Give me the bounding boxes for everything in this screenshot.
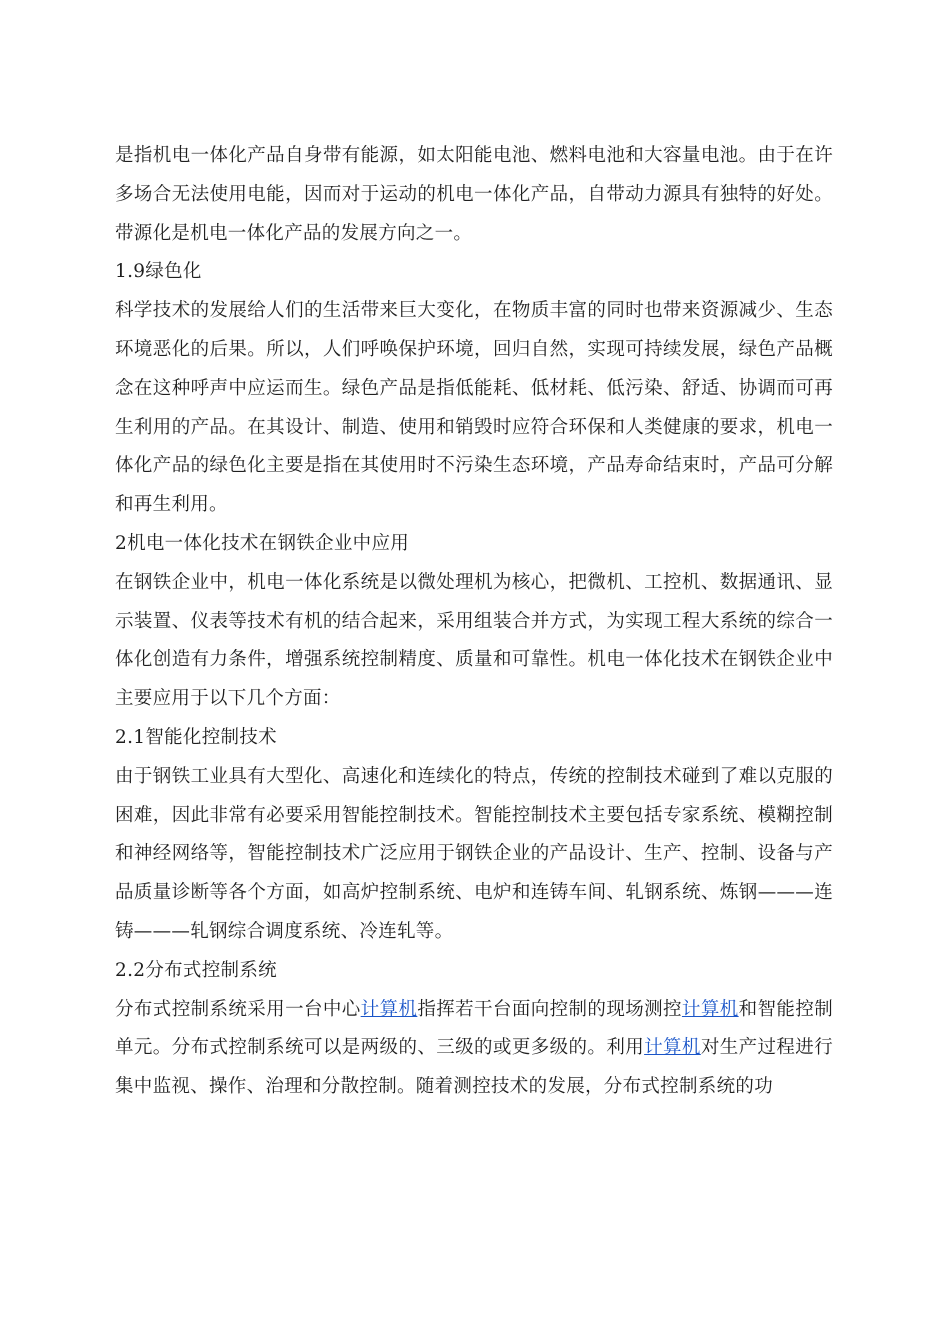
heading-1-9-green: 1.9绿色化 — [115, 261, 202, 283]
computer-link[interactable]: 计算机 — [681, 998, 739, 1020]
heading-2-1-intelligent-control: 2.1智能化控制技术 — [115, 726, 277, 748]
computer-link[interactable]: 计算机 — [644, 1037, 701, 1059]
heading-2-2-distributed-control: 2.2分布式控制系统 — [115, 959, 277, 981]
computer-link[interactable]: 计算机 — [360, 998, 418, 1020]
text-span: 指挥若干台面向控制的现场测控 — [417, 998, 682, 1020]
paragraph-green-products: 科学技术的发展给人们的生活带来巨大变化，在物质丰富的同时也带来资源减少、生态环境恶化的后果。所以，人们呼唤保护环境，回归自然，实现可持续发展，绿色产品概念在这种呼声中应运而生。绿色产品是指低能耗、低材耗、低污染、舒适、协调而可再生利用的产品。在其设计、制造、使用和销毁时应符合环保和人类健康的要求，机电一体化产品的绿色化主要是指在其使用时不污染生态环境，产品寿命结束时，产品可分解和再生利用。 — [115, 300, 833, 516]
paragraph-steel-intro: 在钢铁企业中，机电一体化系统是以微处理机为核心，把微机、工控机、数据通讯、显示装置、仪表等技术有机的结合起来，采用组装合并方式，为实现工程大系统的综合一体化创造有力条件，增强系统控制精度、质量和可靠性。机电一体化技术在钢铁企业中主要应用于以下几个方面： — [115, 571, 833, 710]
document-page — [115, 137, 833, 1107]
text-span: 分布式控制系统采用一台中心 — [115, 998, 361, 1020]
text-span: 和智能控制单元。分布式控制系统可以是两级的、三级的或更多级的。利用 — [115, 998, 834, 1059]
paragraph-distributed-control — [115, 991, 833, 1107]
text-span: 对生产过程进行集中监视、操作、治理和分散控制。随着测控技术的发展，分布式控制系统的功 — [115, 1037, 834, 1098]
heading-2-steel-application: 2机电一体化技术在钢铁企业中应用 — [115, 532, 410, 554]
paragraph-intelligent-control: 由于钢铁工业具有大型化、高速化和连续化的特点，传统的控制技术碰到了难以克服的困难，因此非常有必要采用智能控制技术。智能控制技术主要包括专家系统、模糊控制和神经网络等，智能控制技术广泛应用于钢铁企业的产品设计、生产、控制、设备与产品质量诊断等各个方面，如高炉控制系统、电炉和连铸车间、轧钢系统、炼钢———连铸———轧钢综合调度系统、冷连轧等。 — [115, 765, 833, 942]
paragraph-self-powered: 是指机电一体化产品自身带有能源，如太阳能电池、燃料电池和大容量电池。由于在许多场合无法使用电能，因而对于运动的机电一体化产品，自带动力源具有独特的好处。带源化是机电一体化产品的发展方向之一。 — [115, 145, 833, 244]
